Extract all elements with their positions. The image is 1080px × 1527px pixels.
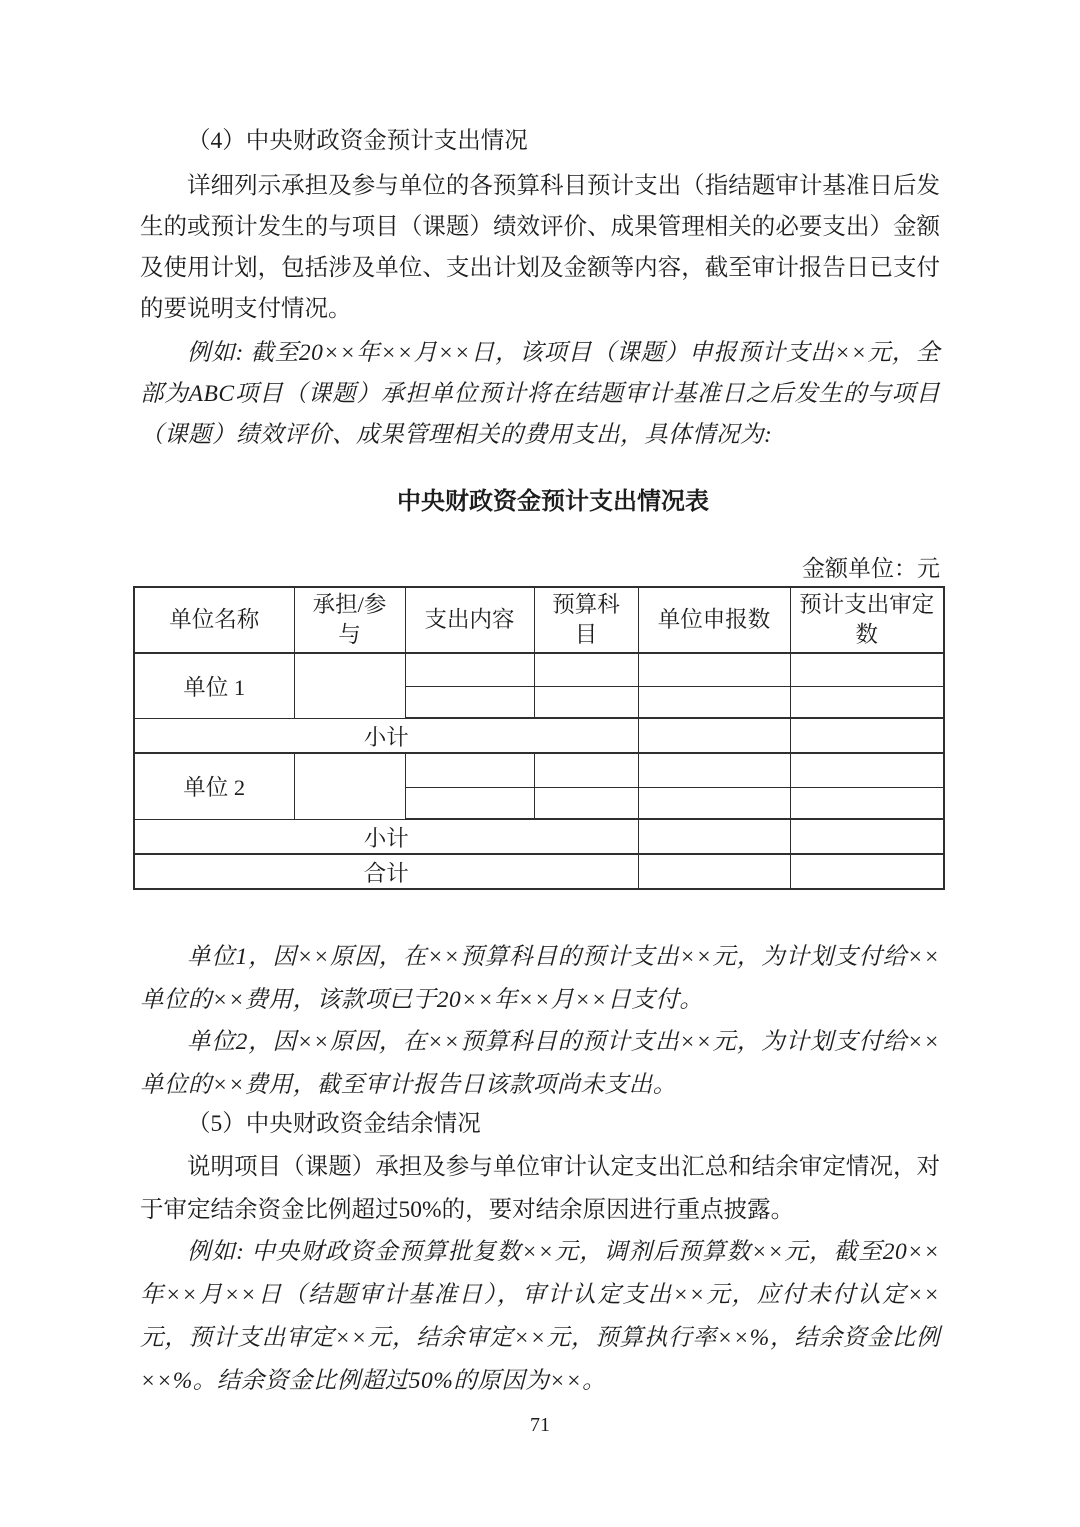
empty-cell bbox=[790, 819, 944, 854]
empty-cell bbox=[534, 787, 638, 819]
empty-cell bbox=[790, 787, 944, 819]
empty-cell bbox=[405, 653, 534, 686]
subtotal-label: 小计 bbox=[134, 819, 638, 854]
expected-expenditure-table bbox=[133, 586, 945, 890]
empty-cell bbox=[790, 753, 944, 787]
empty-cell bbox=[534, 686, 638, 718]
section-5-heading: （5）中央财政资金结余情况 bbox=[187, 1111, 481, 1137]
empty-cell bbox=[534, 653, 638, 686]
unit2-name-cell: 单位 2 bbox=[134, 753, 294, 819]
unit2-subtotal-row bbox=[134, 819, 944, 854]
total-label: 合计 bbox=[134, 854, 638, 889]
header-budget-subject: 预算科目 bbox=[534, 587, 638, 653]
table-title: 中央财政资金预计支出情况表 bbox=[397, 488, 709, 515]
unit1-name-cell: 单位 1 bbox=[134, 653, 294, 718]
unit2-role-cell bbox=[294, 753, 405, 819]
empty-cell bbox=[790, 718, 944, 753]
empty-cell bbox=[790, 854, 944, 889]
empty-cell bbox=[638, 753, 790, 787]
grand-total-row bbox=[134, 854, 944, 889]
header-unit-name: 单位名称 bbox=[134, 587, 294, 653]
page-number: 71 bbox=[530, 1414, 550, 1436]
empty-cell bbox=[405, 686, 534, 718]
table-header-row bbox=[134, 587, 944, 653]
section-5-example: 例如: 中央财政资金预算批复数××元，调剂后预算数××元，截至20××年××月××日（结题审计基准日），审计认定支出××元，应付未付认定××元，预计支出审定××元，结余审定××元，预算执行率××%，结余资金比例××%。结余资金比例超过50%的原因为××。 bbox=[140, 1239, 940, 1394]
section-5-paragraph: 说明项目（课题）承担及参与单位审计认定支出汇总和结余审定情况，对于审定结余资金比例超过50%的，要对结余原因进行重点披露。 bbox=[140, 1154, 940, 1223]
header-unit-declared: 单位申报数 bbox=[638, 587, 790, 653]
section-4-heading: （4）中央财政资金预计支出情况 bbox=[187, 128, 528, 154]
amount-unit-note: 金额单位：元 bbox=[802, 556, 940, 581]
header-approved-expenditure: 预计支出审定数 bbox=[790, 587, 944, 653]
section-4-example: 例如: 截至20××年××月××日，该项目（课题）申报预计支出××元，全部为ABC项目（课题）承担单位预计将在结题审计基准日之后发生的与项目（课题）绩效评价、成果管理相关的费用支出，具体情况为: bbox=[140, 340, 940, 448]
unit2-note-paragraph: 单位2，因××原因，在××预算科目的预计支出××元，为计划支付给××单位的××费用，截至审计报告日该款项尚未支出。 bbox=[140, 1029, 940, 1098]
empty-cell bbox=[638, 686, 790, 718]
empty-cell bbox=[638, 854, 790, 889]
empty-cell bbox=[405, 787, 534, 819]
unit1-role-cell bbox=[294, 653, 405, 718]
header-expense-content: 支出内容 bbox=[405, 587, 534, 653]
empty-cell bbox=[534, 753, 638, 787]
empty-cell bbox=[405, 753, 534, 787]
empty-cell bbox=[790, 686, 944, 718]
unit1-subtotal-row bbox=[134, 718, 944, 753]
empty-cell bbox=[638, 787, 790, 819]
empty-cell bbox=[638, 653, 790, 686]
unit1-row-1 bbox=[134, 653, 944, 686]
empty-cell bbox=[638, 819, 790, 854]
header-undertake-participate: 承担/参与 bbox=[294, 587, 405, 653]
unit1-note-paragraph: 单位1，因××原因，在××预算科目的预计支出××元，为计划支付给××单位的××费用，该款项已于20××年××月××日支付。 bbox=[140, 944, 940, 1013]
subtotal-label: 小计 bbox=[134, 718, 638, 753]
empty-cell bbox=[638, 718, 790, 753]
unit2-row-1 bbox=[134, 753, 944, 787]
section-4-paragraph: 详细列示承担及参与单位的各预算科目预计支出（指结题审计基准日后发生的或预计发生的与项目（课题）绩效评价、成果管理相关的必要支出）金额及使用计划，包括涉及单位、支出计划及金额等内容，截至审计报告日已支付的要说明支付情况。 bbox=[140, 173, 940, 322]
empty-cell bbox=[790, 653, 944, 686]
